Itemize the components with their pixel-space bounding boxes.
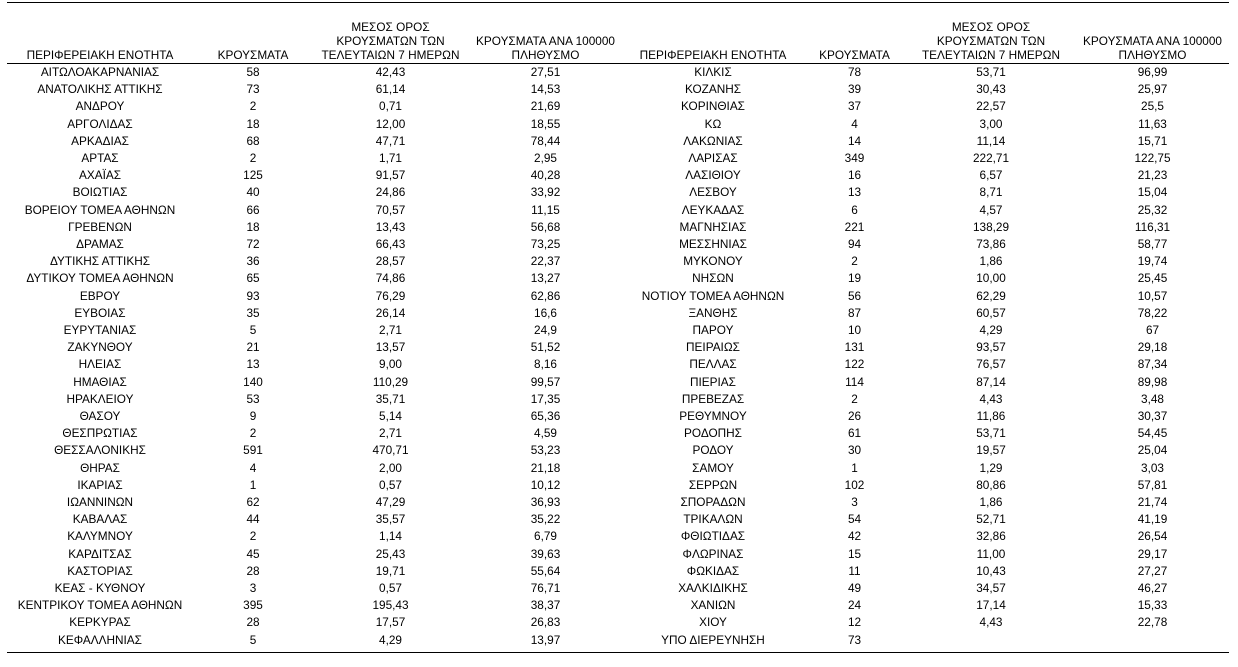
cell-right-region: ΚΟΡΙΝΘΙΑΣ [681,99,745,114]
cell-right-avg7: 60,57 [976,305,1006,320]
cell-right-avg7: 19,57 [976,443,1006,458]
cell-left-cases: 395 [243,598,263,613]
cell-right-cases: 3 [851,495,858,509]
cell-right-region: ΠΕΙΡΑΙΩΣ [686,340,740,355]
cell-right-per100k: 25,32 [1137,202,1168,217]
cell-right-avg7: 10,00 [976,271,1006,286]
cell-right-cases: 12 [847,615,862,630]
cell-right-per100k: 57,81 [1137,477,1168,492]
cell-right-per100k: 67 [1145,323,1160,337]
cell-right-per100k: 25,45 [1137,271,1168,286]
cell-right-cases: 37 [847,99,862,114]
cell-left-cases: 72 [246,237,260,251]
cell-left-region: ΖΑΚΥΝΘΟΥ [67,340,133,355]
cell-right-region: ΚΙΛΚΙΣ [694,65,732,79]
cell-right-avg7: 6,57 [979,168,1003,183]
cell-left-cases: 58 [246,65,260,79]
cell-right-per100k: 29,17 [1137,546,1168,561]
cell-left-per100k: 14,53 [530,82,561,97]
cell-left-per100k: 13,97 [530,632,561,647]
cell-right-per100k: 29,18 [1137,340,1168,355]
cell-left-avg7: 5,14 [379,409,402,423]
cell-left-cases: 45 [246,546,260,561]
cell-left-avg7: 1,14 [379,529,402,544]
cell-left-cases: 13 [246,357,260,372]
cell-left-per100k: 38,37 [530,598,561,613]
cell-left-region: ΑΝΔΡΟΥ [75,99,125,114]
cell-left-region: ΙΩΑΝΝΙΝΩΝ [66,495,134,509]
cell-right-cases: 78 [847,65,862,79]
cell-right-region: ΡΟΔΟΥ [692,443,734,458]
cell-right-per100k: 58,77 [1137,237,1168,251]
cell-left-avg7: 0,71 [379,99,402,114]
cell-right-per100k: 21,23 [1137,168,1168,183]
cell-left-avg7: 4,29 [379,632,402,647]
cell-left-avg7: 70,57 [375,202,406,217]
cell-right-avg7: 3,00 [979,116,1003,131]
cell-left-cases: 1 [249,477,257,492]
cell-left-per100k: 62,86 [530,288,561,303]
top-rule [7,2,1229,3]
cell-right-cases: 87 [847,305,862,320]
cell-left-avg7: 470,71 [372,443,409,458]
cell-left-per100k: 16,6 [534,305,557,320]
cell-right-per100k: 21,74 [1137,495,1168,509]
cell-right-region: ΠΡΕΒΕΖΑΣ [681,391,745,406]
cell-right-cases: 61 [847,426,862,441]
cell-left-region: ΚΑΛΥΜΝΟΥ [67,529,133,544]
cell-right-region: ΚΩ [704,116,722,131]
cell-left-avg7: 61,14 [375,82,406,97]
cell-right-avg7: 4,43 [979,615,1003,630]
cell-right-per100k: 25,5 [1141,99,1164,114]
cell-left-avg7: 25,43 [375,546,406,561]
cell-left-cases: 44 [246,512,260,527]
cell-right-avg7: 73,86 [976,237,1006,251]
cell-left-region: ΑΡΤΑΣ [81,151,119,165]
header-cases-right: ΚΡΟΥΣΜΑΤΑ [819,48,890,62]
cell-left-per100k: 35,22 [530,512,561,527]
cell-right-cases: 11 [848,563,861,578]
cell-right-cases: 24 [847,598,862,613]
cell-right-per100k: 78,22 [1137,305,1168,320]
cell-left-avg7: 0,57 [379,581,402,595]
cell-left-region: ΔΡΑΜΑΣ [76,237,124,251]
cell-left-avg7: 26,14 [375,305,406,320]
header-avg7-right: ΜΕΣΟΣ ΟΡΟΣ ΚΡΟΥΣΜΑΤΩΝ ΤΩΝ ΤΕΛΕΥΤΑΙΩΝ 7 ΗΜΕΡΩΝ [921,20,1061,62]
cell-right-region: ΧΑΛΚΙΔΙΚΗΣ [678,581,748,595]
cell-right-per100k: 15,04 [1137,185,1168,200]
cell-left-avg7: 74,86 [375,271,406,286]
cell-left-region: ΙΚΑΡΙΑΣ [77,477,123,492]
cell-right-region: ΡΕΘΥΜΝΟΥ [679,409,747,423]
cell-right-avg7: 93,57 [976,340,1006,355]
cell-left-avg7: 2,00 [379,460,402,475]
cell-right-region: ΛΕΣΒΟΥ [689,185,737,200]
cell-left-region: ΘΗΡΑΣ [80,460,120,475]
cell-left-avg7: 47,29 [375,495,406,509]
cell-right-per100k: 41,19 [1137,512,1168,527]
cell-left-region: ΕΥΒΟΙΑΣ [74,305,126,320]
cell-left-avg7: 28,57 [375,254,406,269]
cell-left-per100k: 36,93 [530,495,561,509]
cell-right-per100k [1076,632,1229,649]
cell-right-region: ΣΕΡΡΩΝ [688,477,738,492]
cell-left-region: ΚΕΦΑΛΛΗΝΙΑΣ [58,632,142,647]
cell-left-avg7: 195,43 [372,598,409,613]
cell-left-region: ΘΕΣΠΡΩΤΙΑΣ [62,426,138,441]
cell-left-avg7: 35,57 [375,512,406,527]
cell-right-per100k: 25,04 [1137,443,1168,458]
cell-right-cases: 42 [847,529,862,544]
cell-right-per100k: 22,78 [1137,615,1168,630]
cell-right-region: ΧΙΟΥ [699,615,727,630]
cell-right-cases: 15 [847,546,862,561]
cell-right-avg7: 1,86 [979,495,1003,509]
cell-left-per100k: 99,57 [530,374,561,389]
cell-right-region: ΜΑΓΝΗΣΙΑΣ [679,219,747,234]
cell-left-avg7: 9,00 [379,357,402,372]
cell-right-avg7: 8,71 [979,185,1003,200]
cell-right-per100k: 46,27 [1137,581,1168,595]
cell-right-per100k: 54,45 [1137,426,1168,441]
cell-right-cases: 16 [847,168,862,183]
cell-left-avg7: 1,71 [379,151,402,165]
cell-right-avg7: 17,14 [976,598,1006,613]
cell-left-cases: 591 [243,443,263,458]
cell-left-region: ΔΥΤΙΚΗΣ ΑΤΤΙΚΗΣ [49,254,151,269]
cell-right-avg7: 53,71 [976,65,1006,79]
cell-right-avg7: 87,14 [976,374,1006,389]
cell-left-cases: 125 [243,168,263,183]
cell-left-cases: 2 [249,426,257,441]
cell-left-cases: 68 [246,133,260,148]
cell-left-region: ΒΟΙΩΤΙΑΣ [72,185,128,200]
cell-left-avg7: 2,71 [379,323,402,337]
cell-right-per100k: 15,33 [1137,598,1168,613]
cell-left-cases: 9 [249,409,257,423]
cell-right-per100k: 25,97 [1137,82,1168,97]
cell-right-avg7 [906,632,1076,649]
cell-left-cases: 5 [249,323,257,337]
cell-right-avg7: 76,57 [976,357,1006,372]
header-avg7-left: ΜΕΣΟΣ ΟΡΟΣ ΚΡΟΥΣΜΑΤΩΝ ΤΩΝ ΤΕΛΕΥΤΑΙΩΝ 7 ΗΜΕΡΩΝ [321,20,460,62]
cell-left-cases: 28 [246,615,260,630]
cell-right-region: ΠΙΕΡΙΑΣ [690,374,736,389]
cell-right-region: ΣΠΟΡΑΔΩΝ [680,495,746,509]
cell-left-cases: 36 [246,254,260,269]
cell-left-avg7: 17,57 [375,615,406,630]
cell-left-region: ΘΑΣΟΥ [79,409,121,423]
cell-left-region: ΘΕΣΣΑΛΟΝΙΚΗΣ [54,443,146,458]
cell-left-avg7: 2,71 [379,426,402,441]
cell-left-region: ΑΧΑΪΑΣ [78,168,122,183]
cell-right-per100k: 15,71 [1137,133,1168,148]
cell-right-per100k: 96,99 [1137,65,1168,79]
cell-right-cases: 49 [847,581,862,595]
cell-right-avg7: 11,00 [976,546,1006,561]
cell-right-per100k: 11,63 [1138,116,1167,131]
cell-left-per100k: 76,71 [530,581,561,595]
cell-left-cases: 21 [246,340,260,355]
cell-right-cases: 6 [851,202,858,217]
cell-right-cases: 349 [844,151,865,165]
cell-left-region: ΑΡΚΑΔΙΑΣ [71,133,129,148]
cell-left-cases: 2 [249,529,257,544]
cell-left-region: ΗΜΑΘΙΑΣ [73,374,127,389]
cell-right-avg7: 53,71 [976,426,1006,441]
cell-left-per100k: 65,36 [530,409,561,423]
cell-left-cases: 5 [249,632,257,647]
cell-right-cases: 94 [847,237,862,251]
cell-right-per100k: 3,48 [1141,391,1164,406]
cell-right-cases: 54 [847,512,862,527]
cell-left-avg7: 12,00 [375,116,406,131]
cell-left-avg7: 13,43 [375,219,406,234]
cell-left-avg7: 110,29 [372,374,409,389]
cell-left-per100k: 73,25 [530,237,561,251]
cell-right-region: ΛΑΚΩΝΙΑΣ [683,133,743,148]
cell-left-cases: 40 [246,185,260,200]
cell-left-per100k: 2,95 [534,151,557,165]
cell-right-avg7: 1,29 [979,460,1003,475]
cell-right-region: ΦΩΚΙΔΑΣ [686,563,740,578]
cell-left-avg7: 13,57 [375,340,406,355]
cell-left-region: ΓΡΕΒΕΝΩΝ [68,219,132,234]
cell-right-per100k: 26,54 [1137,529,1168,544]
cell-right-region: ΝΟΤΙΟΥ ΤΟΜΕΑ ΑΘΗΝΩΝ [641,288,785,303]
cell-left-per100k: 8,16 [534,357,557,372]
cell-right-cases: 26 [847,409,862,423]
cell-left-per100k: 6,79 [534,529,557,544]
cell-right-avg7: 34,57 [976,581,1006,595]
cell-right-cases: 2 [851,391,858,406]
cell-left-cases: 2 [249,151,257,165]
cell-right-cases: 1 [851,460,858,475]
cell-left-per100k: 21,18 [530,460,561,475]
cell-left-per100k: 10,12 [530,477,561,492]
cell-left-avg7: 35,71 [375,391,406,406]
cell-left-avg7: 24,86 [375,185,406,200]
cell-left-per100k: 4,59 [534,426,557,441]
cell-left-per100k: 26,83 [530,615,561,630]
cell-left-cases: 66 [246,202,260,217]
cell-left-region: ΑΙΤΩΛΟΑΚΑΡΝΑΝΙΑΣ [40,65,160,79]
cell-left-cases: 62 [246,495,260,509]
cell-right-avg7: 30,43 [976,82,1006,97]
cell-left-per100k: 17,35 [530,391,561,406]
cell-left-per100k: 27,51 [530,65,561,79]
cell-left-per100k: 78,44 [530,133,561,148]
cell-left-per100k: 24,9 [534,323,557,337]
cell-right-avg7: 4,57 [979,202,1003,217]
cell-left-region: ΔΥΤΙΚΟΥ ΤΟΜΕΑ ΑΘΗΝΩΝ [26,271,174,286]
cell-right-per100k: 87,34 [1137,357,1168,372]
cell-right-avg7: 11,86 [976,409,1006,423]
cell-left-cases: 73 [246,82,260,97]
cell-right-cases: 122 [844,357,865,372]
cell-left-region: ΗΛΕΙΑΣ [78,357,122,372]
cell-right-cases: 221 [844,219,865,234]
cell-left-cases: 18 [246,116,260,131]
cell-left-per100k: 21,69 [530,99,561,114]
cell-left-region: ΑΝΑΤΟΛΙΚΗΣ ΑΤΤΙΚΗΣ [37,82,163,97]
cell-right-cases: 73 [847,632,862,647]
cell-left-cases: 28 [246,563,260,578]
cell-right-avg7: 52,71 [976,512,1006,527]
cell-left-avg7: 91,57 [375,168,406,183]
cell-right-cases: 4 [851,116,858,131]
cell-left-cases: 53 [246,391,260,406]
cell-right-avg7: 4,43 [979,391,1003,406]
cell-left-region: ΚΕΑΣ - ΚΥΘΝΟΥ [54,581,146,595]
cell-right-cases: 56 [847,288,862,303]
cell-right-per100k: 89,98 [1137,374,1168,389]
cell-right-avg7: 80,86 [976,477,1006,492]
cell-left-region: ΚΕΡΚΥΡΑΣ [69,615,131,630]
cell-right-cases: 13 [847,185,862,200]
cell-right-avg7: 138,29 [972,219,1010,234]
cell-left-cases: 18 [246,219,260,234]
header-region-left: ΠΕΡΙΦΕΡΕΙΑΚΗ ΕΝΟΤΗΤΑ [26,48,174,62]
cell-right-cases: 2 [851,254,858,269]
cell-left-avg7: 0,57 [379,477,402,492]
cell-left-per100k: 55,64 [530,563,561,578]
cell-right-avg7: 4,29 [979,323,1003,337]
cell-left-region: ΚΑΣΤΟΡΙΑΣ [67,563,133,578]
cell-right-region: ΡΟΔΟΠΗΣ [684,426,742,441]
cell-right-region: ΚΟΖΑΝΗΣ [684,82,742,97]
cell-right-per100k: 3,03 [1141,460,1164,475]
cell-right-cases: 39 [847,82,862,97]
cell-right-per100k: 27,27 [1137,563,1168,578]
cell-right-region: ΣΑΜΟΥ [692,460,734,475]
cell-right-cases: 19 [847,271,862,286]
cell-right-cases: 14 [847,133,862,148]
cell-right-region: ΛΑΣΙΘΙΟΥ [685,168,741,183]
cell-right-avg7: 10,43 [976,563,1006,578]
header-per100k-right: ΚΡΟΥΣΜΑΤΑ ΑΝΑ 100000 ΠΛΗΘΥΣΜΟ [1083,34,1222,62]
cell-right-avg7: 62,29 [976,288,1006,303]
cell-left-cases: 35 [246,305,260,320]
cell-right-cases: 114 [845,374,864,389]
cell-right-cases: 10 [847,323,862,337]
bottom-rule [7,652,1229,653]
cell-right-region: ΞΑΝΘΗΣ [688,305,738,320]
cell-right-avg7: 1,86 [979,254,1003,269]
cell-left-per100k: 51,52 [530,340,561,355]
cell-left-per100k: 53,23 [530,443,561,458]
cell-left-avg7: 66,43 [375,237,406,251]
cell-right-region: ΠΕΛΛΑΣ [689,357,737,372]
cell-right-cases: 30 [847,443,862,458]
header-per100k-left: ΚΡΟΥΣΜΑΤΑ ΑΝΑ 100000 ΠΛΗΘΥΣΜΟ [476,34,615,62]
cell-left-per100k: 39,63 [530,546,561,561]
cell-right-per100k: 122,75 [1134,151,1171,165]
cell-left-avg7: 19,71 [375,563,406,578]
cell-left-per100k: 13,27 [530,271,561,286]
header-region-right: ΠΕΡΙΦΕΡΕΙΑΚΗ ΕΝΟΤΗΤΑ [639,48,787,62]
cell-left-cases: 93 [246,288,260,303]
cell-left-cases: 65 [246,271,260,286]
cell-right-region: ΤΡΙΚΑΛΩΝ [683,512,743,527]
cell-right-region: ΧΑΝΙΩΝ [690,598,736,613]
cell-left-region: ΚΕΝΤΡΙΚΟΥ ΤΟΜΕΑ ΑΘΗΝΩΝ [17,598,183,613]
header-cases-left: ΚΡΟΥΣΜΑΤΑ [217,48,289,62]
cell-left-cases: 4 [249,460,257,475]
cell-right-region: ΠΑΡΟΥ [692,323,734,337]
cell-right-region: ΛΑΡΙΣΑΣ [688,151,738,165]
cell-left-region: ΑΡΓΟΛΙΔΑΣ [67,116,133,131]
cell-left-region: ΕΥΡΥΤΑΝΙΑΣ [63,323,137,337]
cell-right-region: ΥΠΟ ΔΙΕΡΕΥΝΗΣΗ [661,632,765,647]
cell-left-per100k: 11,15 [531,202,560,217]
cell-right-avg7: 32,86 [976,529,1006,544]
cell-left-per100k: 40,28 [530,168,561,183]
cell-left-region: ΒΟΡΕΙΟΥ ΤΟΜΕΑ ΑΘΗΝΩΝ [24,202,176,217]
cell-left-avg7: 42,43 [375,65,406,79]
cell-right-avg7: 11,14 [976,133,1006,148]
cell-left-per100k: 18,55 [530,116,561,131]
cell-left-avg7: 76,29 [375,288,406,303]
cell-left-region: ΕΒΡΟΥ [79,288,121,303]
cell-left-cases: 2 [249,99,257,114]
cell-left-per100k: 56,68 [530,219,561,234]
cell-right-per100k: 116,31 [1134,219,1171,234]
cell-right-per100k: 10,57 [1137,288,1168,303]
cell-right-avg7: 222,71 [972,151,1010,165]
cell-left-region: ΚΑΡΔΙΤΣΑΣ [68,546,132,561]
cell-right-region: ΦΛΩΡΙΝΑΣ [682,546,744,561]
cell-right-avg7: 22,57 [976,99,1006,114]
cell-right-region: ΜΥΚΟΝΟΥ [683,254,743,269]
cell-right-per100k: 30,37 [1137,409,1168,423]
cell-right-region: ΦΘΙΩΤΙΔΑΣ [680,529,746,544]
cell-left-per100k: 33,92 [530,185,561,200]
cell-left-avg7: 47,71 [375,133,406,148]
cell-right-cases: 131 [844,340,865,355]
cell-right-per100k: 19,74 [1137,254,1168,269]
cell-right-region: ΜΕΣΣΗΝΙΑΣ [679,237,747,251]
cell-left-region: ΚΑΒΑΛΑΣ [72,512,128,527]
cell-left-cases: 3 [249,581,257,595]
cell-left-cases: 140 [243,374,263,389]
cell-right-region: ΝΗΣΩΝ [692,271,734,286]
cell-right-cases: 102 [844,477,865,492]
cell-left-region: ΗΡΑΚΛΕΙΟΥ [66,391,134,406]
cell-left-per100k: 22,37 [530,254,561,269]
cell-right-region: ΛΕΥΚΑΔΑΣ [681,202,745,217]
